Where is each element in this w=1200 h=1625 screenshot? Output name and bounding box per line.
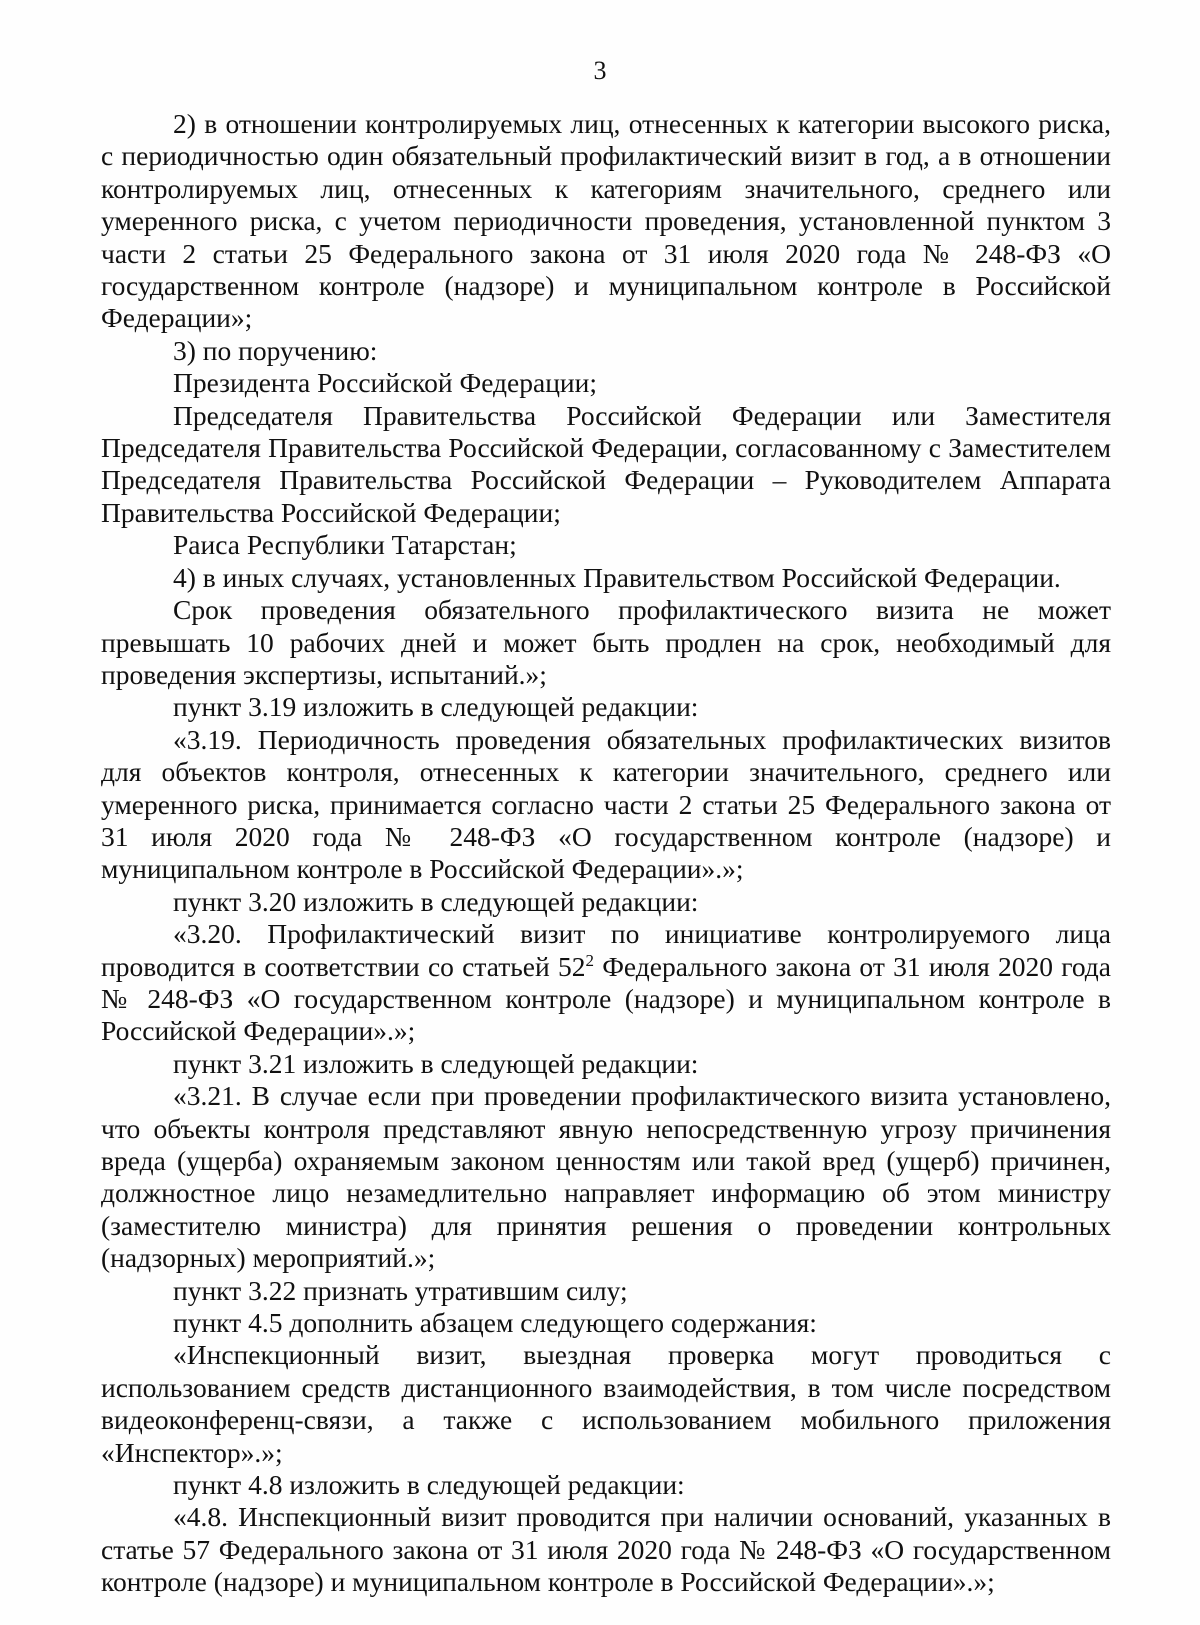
paragraph-point-3-21: «3.21. В случае если при проведении профилактического визита установлено, что объекты контроля представляют явную непосредственную угрозу причинения вреда (ущерба) охраняемым законом ценностям или такой вред (ущерб) причинен, должностное лицо незамедлительно направляет информацию об этом министру (заместителю министра) для принятия решения о проведении контрольных (надзорных) мероприятий.»; bbox=[101, 1080, 1111, 1274]
paragraph-3-20-text-start: «3.20. Профилактический визит по инициативе контролируемого лица проводится в соответствии со статьей 52 bbox=[101, 918, 1111, 982]
paragraph-item-2: 2) в отношении контролируемых лиц, отнесенных к категории высокого риска, с периодичностью один обязательный профилактический визит в год, а в отношении контролируемых лиц, отнесенных к категориям значительного, среднего или умеренного риска, с учетом периодичности проведения, установленной пунктом 3 части 2 статьи 25 Федерального закона от 31 июля 2020 года № 248-ФЗ «О государственном контроле (надзоре) и муниципальном контроле в Российской Федерации»; bbox=[101, 108, 1111, 334]
paragraph-point-4-5-intro: пункт 4.5 дополнить абзацем следующего содержания: bbox=[173, 1307, 817, 1339]
paragraph-item-4: 4) в иных случаях, установленных Правительством Российской Федерации. bbox=[173, 561, 1061, 593]
paragraph-point-3-19: «3.19. Периодичность проведения обязательных профилактических визитов для объектов контроля, отнесенных к категории значительного, среднего или умеренного риска, принимается согласно части 2 статьи 25 Федерального закона от 31 июля 2020 года № 248-ФЗ «О государственном контроле (надзоре) и муниципальном контроле в Российской Федерации».»; bbox=[101, 723, 1111, 885]
paragraph-term: Срок проведения обязательного профилактического визита не может превышать 10 рабочих дней и может быть продлен на срок, необходимый для проведения экспертизы, испытаний.»; bbox=[101, 594, 1111, 690]
paragraph-point-4-8: «4.8. Инспекционный визит проводится при наличии оснований, указанных в статье 57 Федерального закона от 31 июля 2020 года № 248-ФЗ «О государственном контроле (надзоре) и муниципальном контроле в Российской Федерации».»; bbox=[101, 1501, 1111, 1598]
paragraph-chairman: Председателя Правительства Российской Федерации или Заместителя Председателя Правительства Российской Федерации, согласованному с Заместителем Председателя Правительства Российской Федерации – Руководителем Аппарата Правительства Российской Федерации; bbox=[101, 399, 1111, 528]
document-body bbox=[101, 108, 1111, 1599]
article-superscript: 2 bbox=[585, 950, 594, 970]
paragraph-point-3-22: пункт 3.22 признать утратившим силу; bbox=[173, 1274, 628, 1306]
paragraph-item-3: 3) по поручению: bbox=[173, 334, 378, 366]
paragraph-point-3-20 bbox=[101, 918, 1111, 1048]
paragraph-president: Президента Российской Федерации; bbox=[173, 367, 597, 399]
page-number: 3 bbox=[593, 56, 607, 85]
paragraph-point-4-8-intro: пункт 4.8 изложить в следующей редакции: bbox=[173, 1469, 685, 1501]
paragraph-point-4-5: «Инспекционный визит, выездная проверка могут проводиться с использованием средств дистанционного взаимодействия, в том числе посредством видеоконференц-связи, а также с использованием мобильного приложения «Инспектор».»; bbox=[101, 1339, 1111, 1468]
paragraph-point-3-21-intro: пункт 3.21 изложить в следующей редакции: bbox=[173, 1047, 699, 1079]
paragraph-rais: Раиса Республики Татарстан; bbox=[173, 529, 517, 561]
paragraph-point-3-19-intro: пункт 3.19 изложить в следующей редакции: bbox=[173, 691, 699, 723]
paragraph-point-3-20-intro: пункт 3.20 изложить в следующей редакции: bbox=[173, 885, 699, 917]
paragraph-3-20-text-end: Федерального закона от 31 июля 2020 года № 248-ФЗ «О государственном контроле (надзоре) и муниципальном контроле в Российской Федерации».»; bbox=[101, 950, 1112, 1047]
